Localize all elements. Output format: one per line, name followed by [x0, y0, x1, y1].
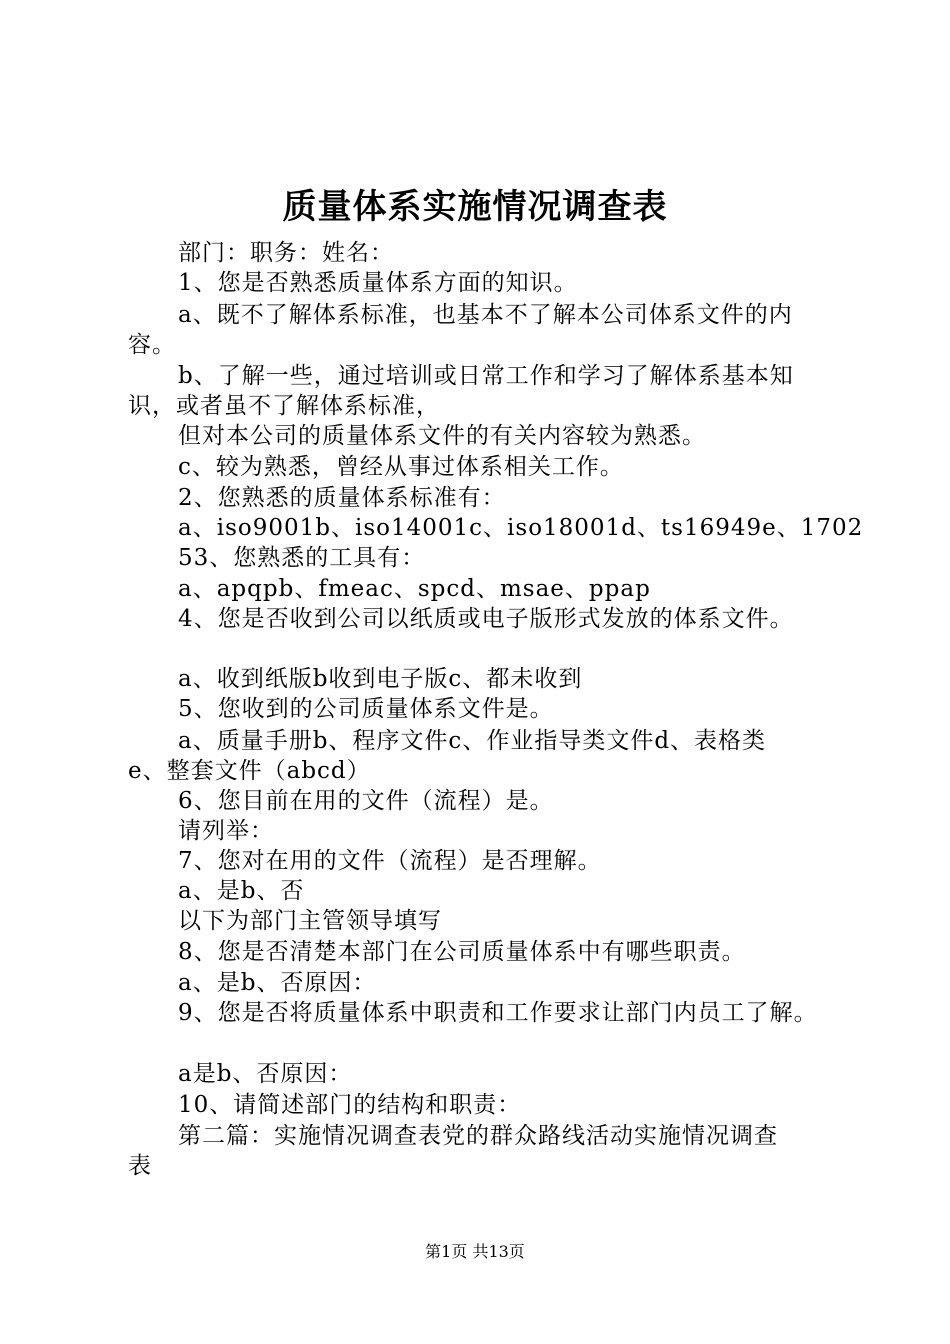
text-line-q1-a: a、既不了解体系标准，也基本不了解本公司体系文件的内 [178, 302, 793, 328]
text-line-q1-b-cont: 识，或者虽不了解体系标准， [128, 393, 440, 419]
text-line-q3: 53、您熟悉的工具有： [178, 545, 426, 571]
text-line-q5: 5、您收到的公司质量体系文件是。 [178, 696, 554, 722]
text-line-q2-options: a、iso9001b、iso14001c、iso18001d、ts16949e、1702 [178, 515, 864, 541]
text-line-q2: 2、您熟悉的质量体系标准有： [178, 485, 506, 511]
text-line-q4-options: a、收到纸版b收到电子版c、都未收到 [178, 666, 583, 692]
text-line-part2-cont: 表 [128, 1153, 152, 1179]
text-line-q8: 8、您是否清楚本部门在公司质量体系中有哪些职责。 [178, 939, 746, 965]
document-title: 质量体系实施情况调查表 [282, 187, 668, 227]
text-line-q9: 9、您是否将质量体系中职责和工作要求让部门内员工了解。 [178, 1000, 818, 1026]
text-line-q8-options: a、是b、否原因： [178, 970, 377, 996]
text-line-q1: 1、您是否熟悉质量体系方面的知识。 [178, 270, 578, 296]
text-line-q3-options: a、apqpb、fmeac、spcd、msae、ppap [178, 576, 651, 602]
text-line-q1-a-cont: 容。 [128, 332, 176, 358]
text-line-q4: 4、您是否收到公司以纸质或电子版形式发放的体系文件。 [178, 606, 794, 632]
page-footer: 第1页 共13页 [425, 1242, 525, 1261]
text-line-q7-options: a、是b、否 [178, 878, 305, 904]
text-line-q7: 7、您对在用的文件（流程）是否理解。 [178, 848, 602, 874]
text-line-q9-options: a是b、否原因： [178, 1061, 353, 1087]
text-line-department: 部门：职务：姓名： [178, 240, 394, 266]
text-line-q1-b-cont2: 但对本公司的质量体系文件的有关内容较为熟悉。 [178, 423, 706, 449]
text-line-q5-options-cont: e、整套文件（abcd） [128, 758, 371, 784]
text-line-q5-options: a、质量手册b、程序文件c、作业指导类文件d、表格类 [178, 728, 767, 754]
text-line-manager-note: 以下为部门主管领导填写 [178, 908, 442, 934]
text-line-q6-list: 请列举： [178, 818, 274, 844]
text-line-q1-b: b、了解一些，通过培训或日常工作和学习了解体系基本知 [178, 363, 794, 389]
text-line-q1-c: c、较为熟悉，曾经从事过体系相关工作。 [178, 454, 624, 480]
text-line-q6: 6、您目前在用的文件（流程）是。 [178, 788, 554, 814]
text-line-q10: 10、请简述部门的结构和职责： [178, 1092, 522, 1118]
text-line-part2: 第二篇：实施情况调查表党的群众路线活动实施情况调查 [178, 1123, 778, 1149]
